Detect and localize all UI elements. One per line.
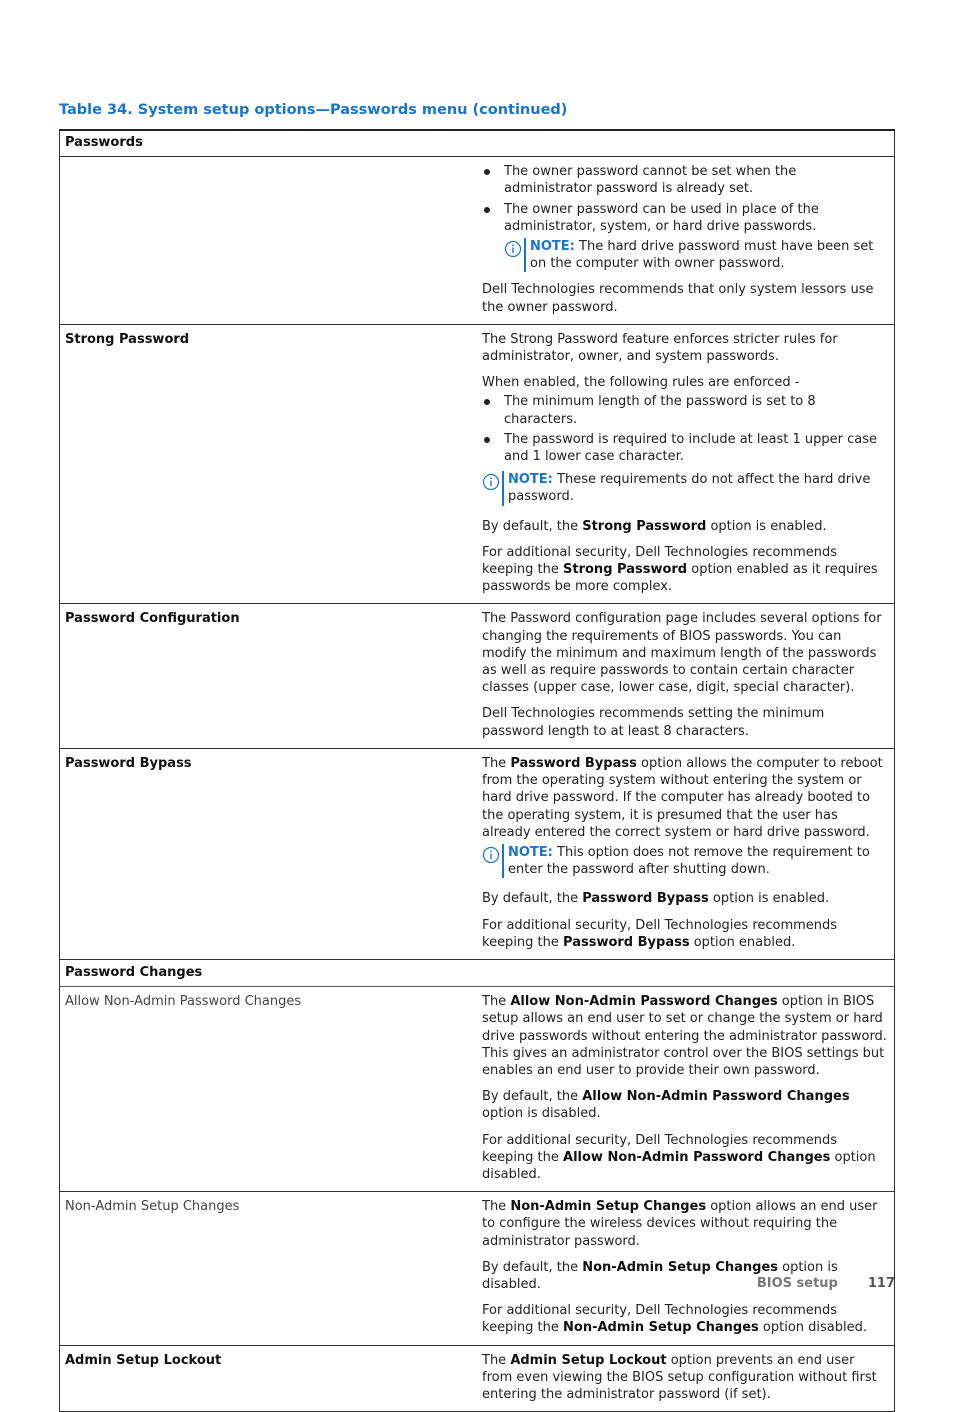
option-name-strong-password: Strong Password [65, 331, 190, 347]
option-description-cell [477, 748, 895, 959]
note-bar [502, 471, 504, 505]
paragraph: By default, the Non-Admin Setup Changes option is disabled. [482, 1259, 838, 1292]
option-description-cell [477, 1192, 895, 1345]
paragraph: The Password Bypass option allows the computer to reboot from the operating system without entering the system or hard drive password. If the computer has already booted to the operating system, it is presumed that the user has already entered the correct system or hard drive password. [482, 755, 883, 840]
option-description-cell [477, 324, 895, 604]
note-bar [524, 238, 526, 272]
table-row [60, 1345, 895, 1412]
paragraph: For additional security, Dell Technologies recommends keeping the Non-Admin Setup Changes option disabled. [482, 1303, 868, 1336]
paragraph: By default, the Strong Password option is enabled. [482, 518, 827, 534]
bullet-icon [484, 169, 490, 175]
paragraph: Dell Technologies recommends that only system lessors use the owner password. [482, 282, 874, 315]
option-name-non-admin-setup-changes: Non-Admin Setup Changes [65, 1199, 240, 1215]
table-row [60, 324, 895, 604]
table-row [60, 157, 895, 325]
subheader-password-changes: Password Changes [65, 964, 203, 980]
table-caption: Table 34. System setup options—Passwords menu (continued) [59, 102, 568, 118]
table-row [60, 748, 895, 959]
option-description-cell [477, 604, 895, 748]
paragraph: The Password configuration page includes several options for changing the requirements of BIOS passwords. You can modify the minimum and maximum length of the passwords as well as require passwords to contain certain character classes (upper case, lower case, digit, special character). [482, 611, 882, 696]
option-description-cell [477, 987, 895, 1192]
note-box [482, 844, 888, 878]
option-name-password-bypass: Password Bypass [65, 755, 192, 771]
info-icon [504, 240, 522, 258]
bullet-icon [484, 437, 490, 443]
paragraph: By default, the Password Bypass option is enabled. [482, 891, 830, 907]
option-name-password-configuration: Password Configuration [65, 611, 240, 627]
options-table [59, 129, 895, 1412]
paragraph: The Admin Setup Lockout option prevents an end user from even viewing the BIOS setup configuration without first entering the administrator password (if set). [482, 1352, 877, 1402]
header-passwords: Passwords [60, 130, 895, 157]
paragraph: For additional security, Dell Technologies recommends keeping the Password Bypass option enabled. [482, 917, 838, 950]
option-name-cell [60, 157, 478, 325]
page-footer [757, 1276, 895, 1291]
option-description-cell [477, 157, 895, 325]
bullet-icon [484, 399, 490, 405]
table-row [60, 987, 895, 1192]
info-icon [482, 846, 500, 864]
bullet-list [482, 163, 888, 272]
page-number: 117 [867, 1276, 895, 1291]
note-box [504, 238, 888, 272]
bullet-icon [484, 207, 490, 213]
paragraph: By default, the Allow Non-Admin Password Changes option is disabled. [482, 1089, 850, 1122]
note-text: NOTE: The hard drive password must have been set on the computer with owner password. [530, 239, 874, 272]
note-text: NOTE: This option does not remove the requirement to enter the password after shutting down. [508, 844, 870, 878]
note-text: NOTE: These requirements do not affect the hard drive password. [508, 472, 871, 505]
note-box [482, 471, 888, 505]
list-item: The password is required to include at least 1 upper case and 1 lower case character. [482, 431, 888, 465]
paragraph: When enabled, the following rules are enforced - [482, 375, 800, 391]
list-item: The owner password can be used in place of the administrator, system, or hard drive passwords. NOTE: The hard drive password must have been set on the computer with owner password. [482, 201, 888, 273]
table-row [60, 604, 895, 748]
option-description-cell [477, 1345, 895, 1412]
table-subheader-row [60, 959, 895, 986]
paragraph: The Strong Password feature enforces stricter rules for administrator, owner, and system passwords. [482, 331, 838, 365]
paragraph: The Non-Admin Setup Changes option allows an end user to configure the wireless devices without requiring the administrator password. [482, 1199, 878, 1249]
table-row [60, 1192, 895, 1345]
bullet-list [482, 393, 888, 465]
option-name-allow-non-admin-password-changes: Allow Non-Admin Password Changes [65, 994, 302, 1010]
info-icon [482, 473, 500, 491]
paragraph: Dell Technologies recommends setting the minimum password length to at least 8 characters. [482, 706, 825, 739]
list-item: The owner password cannot be set when the administrator password is already set. [482, 163, 888, 197]
note-bar [502, 844, 504, 878]
paragraph: The Allow Non-Admin Password Changes option in BIOS setup allows an end user to set or change the system or hard drive passwords without entering the administrator password. This gives an administrator control over the BIOS settings but enables an end user to provide their own password. [482, 994, 887, 1078]
option-name-admin-setup-lockout: Admin Setup Lockout [65, 1352, 222, 1368]
footer-section: BIOS setup [756, 1276, 838, 1291]
paragraph: For additional security, Dell Technologies recommends keeping the Strong Password option enabled as it requires passwords be more complex. [482, 544, 878, 595]
list-item: The minimum length of the password is set to 8 characters. [482, 393, 888, 427]
table-header-row [60, 130, 895, 157]
paragraph: For additional security, Dell Technologies recommends keeping the Allow Non-Admin Password Changes option disabled. [482, 1132, 876, 1182]
